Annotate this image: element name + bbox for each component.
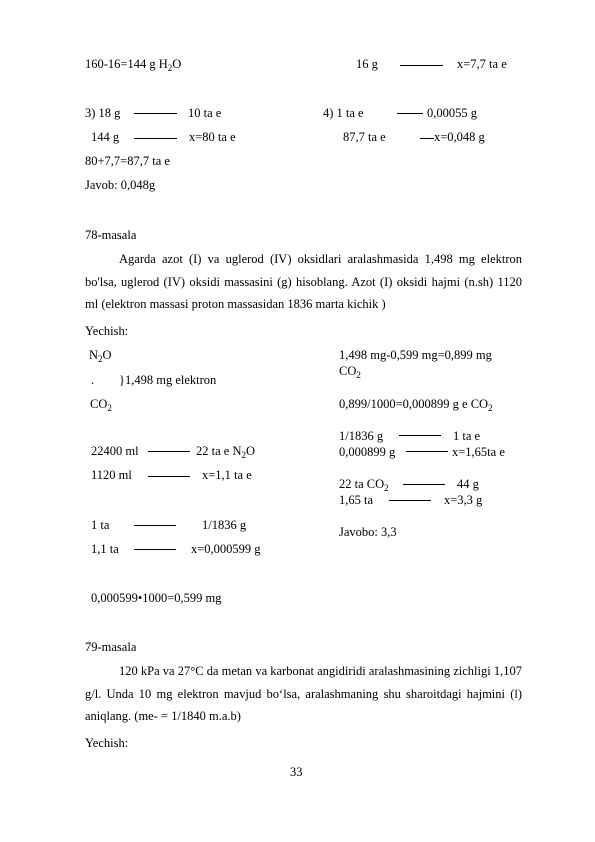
mass-16g: 16 g — [356, 57, 378, 71]
step4-result: x=0,048 g — [434, 130, 485, 144]
mass-difference: 1,498 mg-0,599 mg=0,899 mg — [339, 348, 492, 362]
step4-mass: 0,00055 g — [427, 106, 477, 120]
problem-78-title: 78-masala — [85, 228, 137, 242]
proportion-dash — [134, 113, 177, 114]
electrons-22-n2o: 22 ta e $N_2O$ — [196, 444, 256, 460]
mass-0000899: 0,000899 g — [339, 445, 396, 459]
co2-label: $CO_2$ — [90, 397, 112, 413]
one-electron-right: 1 ta e — [453, 429, 481, 443]
result-77: x=7,7 ta e — [457, 57, 507, 71]
problem-78-solution-label: Yechish: — [85, 324, 129, 338]
electron-mass: 1/1836 g — [202, 518, 247, 532]
step3-result: x=80 ta e — [189, 130, 236, 144]
answer-line: Javob: 0,048g — [85, 178, 156, 192]
proportion-dash — [400, 65, 443, 66]
step3-mass: 3) 18 g — [85, 106, 121, 120]
problem-79-solution-label: Yechish: — [85, 736, 129, 750]
dot-mark: . — [91, 373, 95, 387]
proportion-dash — [389, 500, 431, 501]
proportion-dash — [399, 435, 441, 436]
electron-brace: }1,498 mg elektron — [119, 373, 217, 387]
step4-electron: 4) 1 ta e — [323, 106, 364, 120]
proportion-dash — [134, 525, 176, 526]
mg-conversion: 0,000599•1000=0,599 mg — [91, 591, 222, 605]
problem-79-text: 120 kPa va 27°C da metan va karbonat angidiridi aralashmasining zichligi 1,107 g/l. Unda 10 mg elektron mavjud bo‘lsa, aralashmaning shu sharoitdagi hajmini (l) aniqlang. (me- = 1/1840 m.a.b) — [85, 664, 522, 723]
problem-78-text: Agarda azot (I) va uglerod (IV) oksidlari aralashmasida 1,498 mg elektron bo'lsa, uglerod (IV) oksidi massasini (g) hisoblang. Azot (I) oksidi hajmi (n.sh) 1120 ml (elektron massasi proton massasidan 1836 marta kichik ) — [85, 252, 522, 311]
proportion-dash — [406, 451, 448, 452]
volume-1120: 1120 ml — [91, 468, 132, 482]
result-0000599: x=0,000599 g — [191, 542, 261, 556]
electron-mass-right: 1/1836 g — [339, 429, 384, 443]
volume-22400: 22400 ml — [91, 444, 139, 458]
result-165: x=1,65ta e — [452, 445, 505, 459]
co2-label-right: $CO_2$ — [339, 364, 361, 380]
proportion-dash — [148, 476, 190, 477]
proportion-dash — [397, 113, 423, 114]
electrons-165: 1,65 ta — [339, 493, 374, 507]
page-number: 33 — [290, 765, 303, 779]
mass-water-line: 160-16=144 g $H_2O$ — [85, 57, 182, 73]
gram-conversion: 0,899/1000=0,000899 g e $CO_2$ — [339, 397, 493, 413]
step4-electron-2: 87,7 ta e — [343, 130, 386, 144]
answer-78: Javobo: 3,3 — [339, 525, 397, 539]
proportion-dash — [134, 138, 177, 139]
result-33: x=3,3 g — [444, 493, 483, 507]
n2o-label: $N_2O$ — [89, 348, 112, 364]
step3-mass-2: 144 g — [91, 130, 120, 144]
electrons-11: 1,1 ta — [91, 542, 119, 556]
result-11: x=1,1 ta e — [202, 468, 252, 482]
sum-line: 80+7,7=87,7 ta e — [85, 154, 170, 168]
proportion-dash — [420, 138, 434, 139]
step3-electrons: 10 ta e — [188, 106, 222, 120]
problem-79-title: 79-masala — [85, 640, 137, 654]
one-electron: 1 ta — [91, 518, 110, 532]
proportion-dash — [134, 549, 176, 550]
co2-molar-mass: 44 g — [457, 477, 479, 491]
proportion-dash — [148, 451, 190, 452]
electrons-22-co2: 22 ta $CO_2$ — [339, 477, 389, 493]
proportion-dash — [403, 484, 445, 485]
